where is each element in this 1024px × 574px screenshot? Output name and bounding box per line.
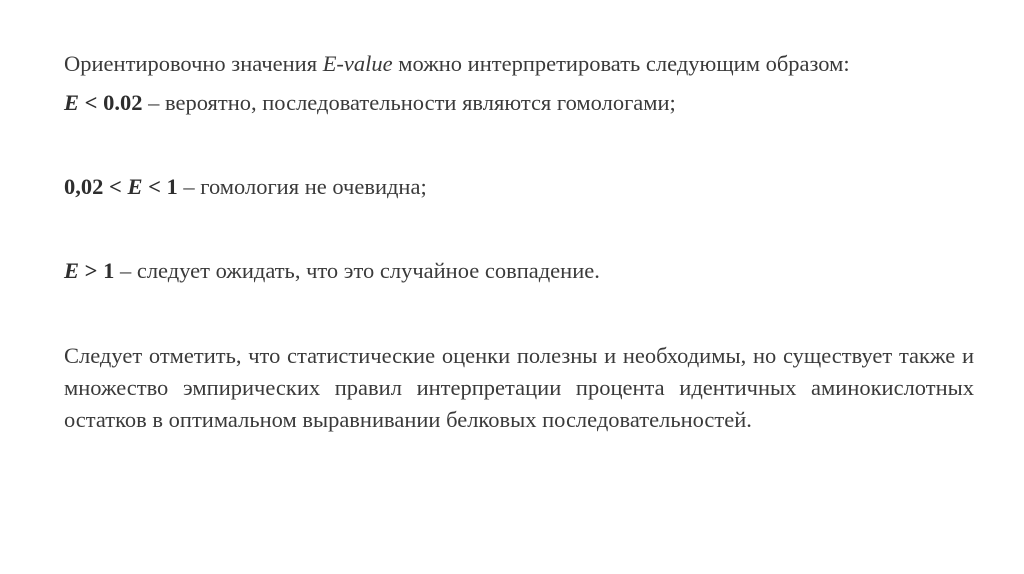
intro-text-after: можно интерпретировать следующим образом: <box>392 51 850 76</box>
rule-condition <box>64 258 114 283</box>
e-symbol: E <box>64 90 80 115</box>
rule-condition <box>64 90 142 115</box>
rule-description: – гомология не очевидна; <box>177 174 427 199</box>
note-paragraph: Следует отметить, что статистические оценки полезны и необходимы, но существует также и множество эмпирических правил интерпретации процента идентичных аминокислотных остатков в оптимальном выравнивании белковых последовательностей. <box>64 343 974 432</box>
rule-threshold: > 1 <box>79 258 115 283</box>
rule-threshold: < 0.02 <box>79 90 143 115</box>
rule-description: – следует ожидать, что это случайное совпадение. <box>114 258 600 283</box>
rule-unclear <box>64 173 427 201</box>
rule-lower-bound: 0,02 < <box>64 174 128 199</box>
rule-homologous <box>64 89 676 117</box>
e-value-term: E-value <box>322 51 393 76</box>
rule-random <box>64 257 600 285</box>
e-symbol: E <box>64 258 80 283</box>
rule-description: – вероятно, последовательности являются гомологами; <box>142 90 676 115</box>
rule-threshold: < 1 <box>142 174 178 199</box>
intro-line <box>64 50 850 78</box>
e-symbol: E <box>127 174 143 199</box>
intro-text-before: Ориентировочно значения <box>64 51 323 76</box>
rule-condition <box>64 174 178 199</box>
